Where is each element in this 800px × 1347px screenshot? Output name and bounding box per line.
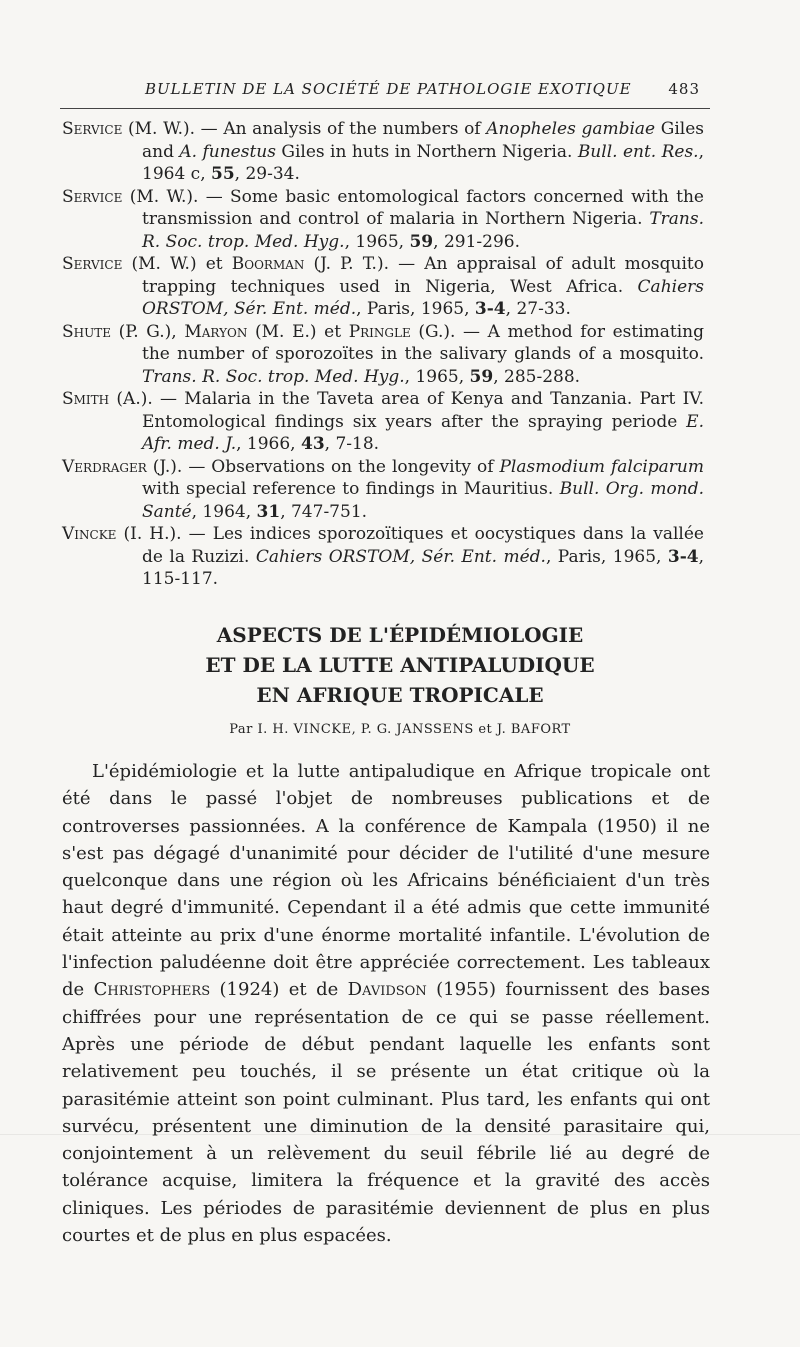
- article-title-line: ASPECTS DE L'ÉPIDÉMIOLOGIE: [216, 623, 584, 647]
- reference-item: Smith (A.). — Malaria in the Taveta area of Kenya and Tanzania. Part IV. Entomological findings six years after the spraying periode E. Afr. med. J., 1966, 43, 7-18.: [62, 389, 704, 454]
- header-rule: [60, 108, 710, 109]
- article-title-line: ET DE LA LUTTE ANTIPALUDIQUE: [205, 653, 595, 677]
- article-title: [60, 620, 740, 710]
- reference-item: Service (M. W.). — Some basic entomological factors concerned with the transmission and control of malaria in Northern Nigeria. Trans. R. Soc. trop. Med. Hyg., 1965, 59, 291-296.: [62, 186, 704, 252]
- author-byline: Par I. H. VINCKE, P. G. JANSSENS et J. BAFORT: [229, 722, 571, 737]
- reference-item: Verdrager (J.). — Observations on the longevity of Plasmodium falciparum with special reference to findings in Mauritius. Bull. Org. mond. Santé, 1964, 31, 747-751.: [62, 456, 704, 522]
- page-fold-line: [0, 1134, 800, 1135]
- reference-list: [62, 118, 704, 591]
- journal-title: BULLETIN DE LA SOCIÉTÉ DE PATHOLOGIE EXOTIQUE: [145, 80, 632, 98]
- body-paragraph: L'épidémiologie et la lutte antipaludique en Afrique tropicale ont été dans le passé l'objet de nombreuses publications et de controverses passionnées. A la conférence de Kampala (1950) il ne s'est pas dégagé d'unanimité pour décider de l'utilité d'une mesure quelconque dans une région où les Africains bénéficiaient d'un très haut degré d'immunité. Cependant il a été admis que cette immunité était atteinte au prix d'une énorme mortalité infantile. L'évolution de l'infection paludéenne doit être appréciée correctement. Les tableaux de Christophers (1924) et de Davidson (1955) fournissent des bases chiffrées pour une représentation de ce qui se passe réellement. Après une période de début pendant laquelle les enfants sont relativement peu touchés, il se présente un état critique où la parasitémie atteint son point culminant. Plus tard, les enfants qui ont survécu, présentent une diminution de la densité parasitaire qui, conjointement à un relèvement du seuil fébrile lié au degré de tolérance acquise, limitera la fréquence et la gravité des accès cliniques. Les périodes de parasitémie deviennent de plus en plus courtes et de plus en plus espacées.: [62, 761, 710, 1247]
- article-body: [62, 758, 710, 1249]
- reference-item: Service (M. W.). — An analysis of the numbers of Anopheles gambiae Giles and A. funestus Giles in huts in Northern Nigeria. Bull. ent. Res., 1964 c, 55, 29-34.: [62, 119, 704, 184]
- reference-item: Service (M. W.) et Boorman (J. P. T.). — An appraisal of adult mosquito trapping techniques used in Nigeria, West Africa. Cahiers ORSTOM, Sér. Ent. méd., Paris, 1965, 3-4, 27-33.: [62, 254, 704, 319]
- page-number: 483: [668, 80, 700, 98]
- reference-item: Shute (P. G.), Maryon (M. E.) et Pringle (G.). — A method for estimating the number of sporozoïtes in the salivary glands of a mosquito. Trans. R. Soc. trop. Med. Hyg., 1965, 59, 285-288.: [62, 321, 704, 387]
- cited-author: Christophers: [93, 979, 211, 1001]
- reference-item: Vincke (I. H.). — Les indices sporozoïtiques et oocystiques dans la vallée de la Ruzizi. Cahiers ORSTOM, Sér. Ent. méd., Paris, 1965, 3-4, 115-117.: [62, 524, 704, 589]
- cited-author: Davidson: [347, 979, 427, 1001]
- article-title-line: EN AFRIQUE TROPICALE: [256, 683, 544, 707]
